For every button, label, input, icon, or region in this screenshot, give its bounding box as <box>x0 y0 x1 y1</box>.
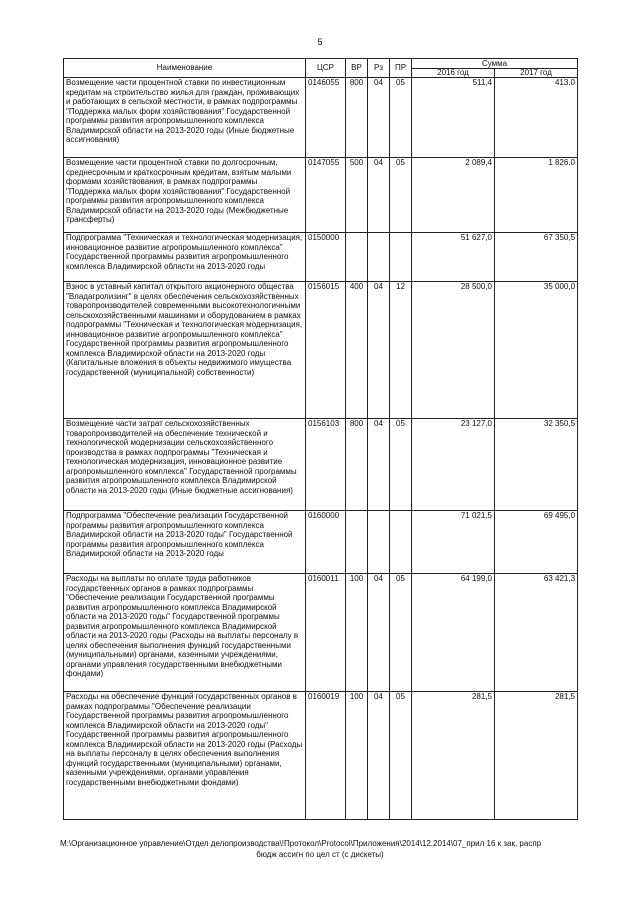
header-rz: Рз <box>368 59 390 78</box>
table-row <box>64 282 578 419</box>
row-pr: 05 <box>390 419 412 511</box>
row-csr: 0150000 <box>306 233 346 282</box>
row-name: Расходы на обеспечение функций государственных органов в рамках подпрограммы "Обеспечение реализации Государственной программы развития агропромышленного комплекса Владимирской области на 2013-2020 годы" Государственной программы развития агропромышленного комплекса Владимирской области на 2013-2020 годы (Расходы на выплаты персоналу в целях обеспечения выполнения функций государственными (муниципальными) органами, казенными учреждениями, органами управления государственными внебюджетными фондами) <box>64 692 306 820</box>
row-pr: 05 <box>390 692 412 820</box>
row-csr: 0160011 <box>306 574 346 692</box>
row-sum-2016: 2 089,4 <box>412 158 495 233</box>
row-pr: 05 <box>390 158 412 233</box>
row-sum-2016: 28 500,0 <box>412 282 495 419</box>
header-csr: ЦСР <box>306 59 346 78</box>
row-sum-2017: 69 495,0 <box>495 511 578 574</box>
row-pr <box>390 511 412 574</box>
table-row <box>64 233 578 282</box>
row-pr: 05 <box>390 574 412 692</box>
row-sum-2016: 281,5 <box>412 692 495 820</box>
row-rz: 04 <box>368 692 390 820</box>
row-csr: 0147055 <box>306 158 346 233</box>
row-name: Подпрограмма "Техническая и технологическая модернизация, инновационное развитие агропромышленного комплекса" Государственной программы развития агропромышленного комплекса Владимирской области на 2013-2020 годы <box>64 233 306 282</box>
row-name: Возмещение части затрат сельскохозяйственных товаропроизводителей на обеспечение технической и технологической модернизации сельскохозяйственного производства в рамках подпрограммы "Техническая и технологическая модернизация, инновационное развитие агропромышленного комплекса" Государственной программы развития агропромышленного комплекса Владимирской области на 2013-2020 годы (Иные бюджетные ассигнования) <box>64 419 306 511</box>
row-rz: 04 <box>368 282 390 419</box>
row-vr: 800 <box>346 419 368 511</box>
table-header-row <box>64 59 578 69</box>
row-name: Расходы на выплаты по оплате труда работников государственных органов в рамках подпрограммы "Обеспечение реализации Государственной программы развития агропромышленного комплекса Владимирской области на 2013-2020 годы" Государственной программы развития агропромышленного комплекса Владимирской области на 2013-2020 годы (Расходы на выплаты персоналу в целях обеспечения выполнения функций государственными (муниципальными) органами, казенными учреждениями, органами управления государственными внебюджетными фондами) <box>64 574 306 692</box>
row-sum-2016: 23 127,0 <box>412 419 495 511</box>
budget-table <box>63 58 578 820</box>
footer-path-line2: бюдж ассигн по цел ст (с дискеты) <box>256 850 384 859</box>
file-path-footer <box>60 838 580 860</box>
row-rz <box>368 511 390 574</box>
row-name: Взнос в уставный капитал открытого акционерного общества "Владагролизинг" в целях обеспечения сельскохозяйственных товаропроизводителей современными высокотехнологичными сельскохозяйственными машинами и оборудованием в рамках подпрограммы "Техническая и технологическая модернизация, инновационное развитие агропромышленного комплекса" Государственной программы развития агропромышленного комплекса Владимирской области на 2013-2020 годы (Капитальные вложения в объекты недвижимого имущества государственной (муниципальной) собственности) <box>64 282 306 419</box>
row-sum-2017: 63 421,3 <box>495 574 578 692</box>
row-vr: 800 <box>346 78 368 158</box>
table-row <box>64 419 578 511</box>
row-vr: 500 <box>346 158 368 233</box>
row-sum-2017: 32 350,5 <box>495 419 578 511</box>
row-sum-2017: 281,5 <box>495 692 578 820</box>
row-pr: 12 <box>390 282 412 419</box>
row-sum-2017: 67 350,5 <box>495 233 578 282</box>
row-pr: 05 <box>390 78 412 158</box>
row-csr: 0160000 <box>306 511 346 574</box>
row-name: Возмещение части процентной ставки по инвестиционным кредитам на строительство жилья для граждан, проживающих и работающих в сельской местности, в рамках подпрограммы "Поддержка малых форм хозяйствования" Государственной программы развития агропромышленного комплекса Владимирской области на 2013-2020 годы (Иные бюджетные ассигнования) <box>64 78 306 158</box>
row-rz: 04 <box>368 78 390 158</box>
row-csr: 0156015 <box>306 282 346 419</box>
row-name: Подпрограмма "Обеспечение реализации Государственной программы развития агропромышленного комплекса Владимирской области на 2013-2020 годы" Государственной программы развития агропромышленного комплекса Владимирской области на 2013-2020 годы <box>64 511 306 574</box>
row-pr <box>390 233 412 282</box>
header-year-2017: 2017 год <box>495 69 578 78</box>
header-sum: Сумма <box>412 59 578 69</box>
row-csr: 0146055 <box>306 78 346 158</box>
row-vr: 100 <box>346 692 368 820</box>
table-row <box>64 574 578 692</box>
row-sum-2017: 35 000,0 <box>495 282 578 419</box>
page-number: 5 <box>317 37 323 47</box>
header-year-2016: 2016 год <box>412 69 495 78</box>
row-csr: 0160019 <box>306 692 346 820</box>
row-sum-2016: 51 627,0 <box>412 233 495 282</box>
footer-path-line1: М:\Организационное управление\Отдел делопроизводства\!Протокол\Protocol\Приложения\2014\12.2014\07_прил 16 к зак, распр <box>60 839 542 848</box>
header-name: Наименование <box>64 59 306 78</box>
row-rz <box>368 233 390 282</box>
row-sum-2016: 511,4 <box>412 78 495 158</box>
header-pr: ПР <box>390 59 412 78</box>
row-sum-2017: 413,0 <box>495 78 578 158</box>
row-vr <box>346 511 368 574</box>
table-row <box>64 692 578 820</box>
row-vr <box>346 233 368 282</box>
row-sum-2016: 71 021,5 <box>412 511 495 574</box>
row-rz: 04 <box>368 158 390 233</box>
row-vr: 400 <box>346 282 368 419</box>
row-csr: 0156103 <box>306 419 346 511</box>
row-name: Возмещение части процентной ставки по долгосрочным, среднесрочным и краткосрочным кредитам, взятым малыми формами хозяйствования, в рамках подпрограммы "Поддержка малых форм хозяйствования" Государственной программы развития агропромышленного комплекса Владимирской области на 2013-2020 годы (Межбюджетные трансферты) <box>64 158 306 233</box>
row-rz: 04 <box>368 419 390 511</box>
row-sum-2016: 64 199,0 <box>412 574 495 692</box>
row-sum-2017: 1 826,0 <box>495 158 578 233</box>
table-row <box>64 78 578 158</box>
table-row <box>64 158 578 233</box>
table-row <box>64 511 578 574</box>
header-vr: ВР <box>346 59 368 78</box>
row-rz: 04 <box>368 574 390 692</box>
row-vr: 100 <box>346 574 368 692</box>
